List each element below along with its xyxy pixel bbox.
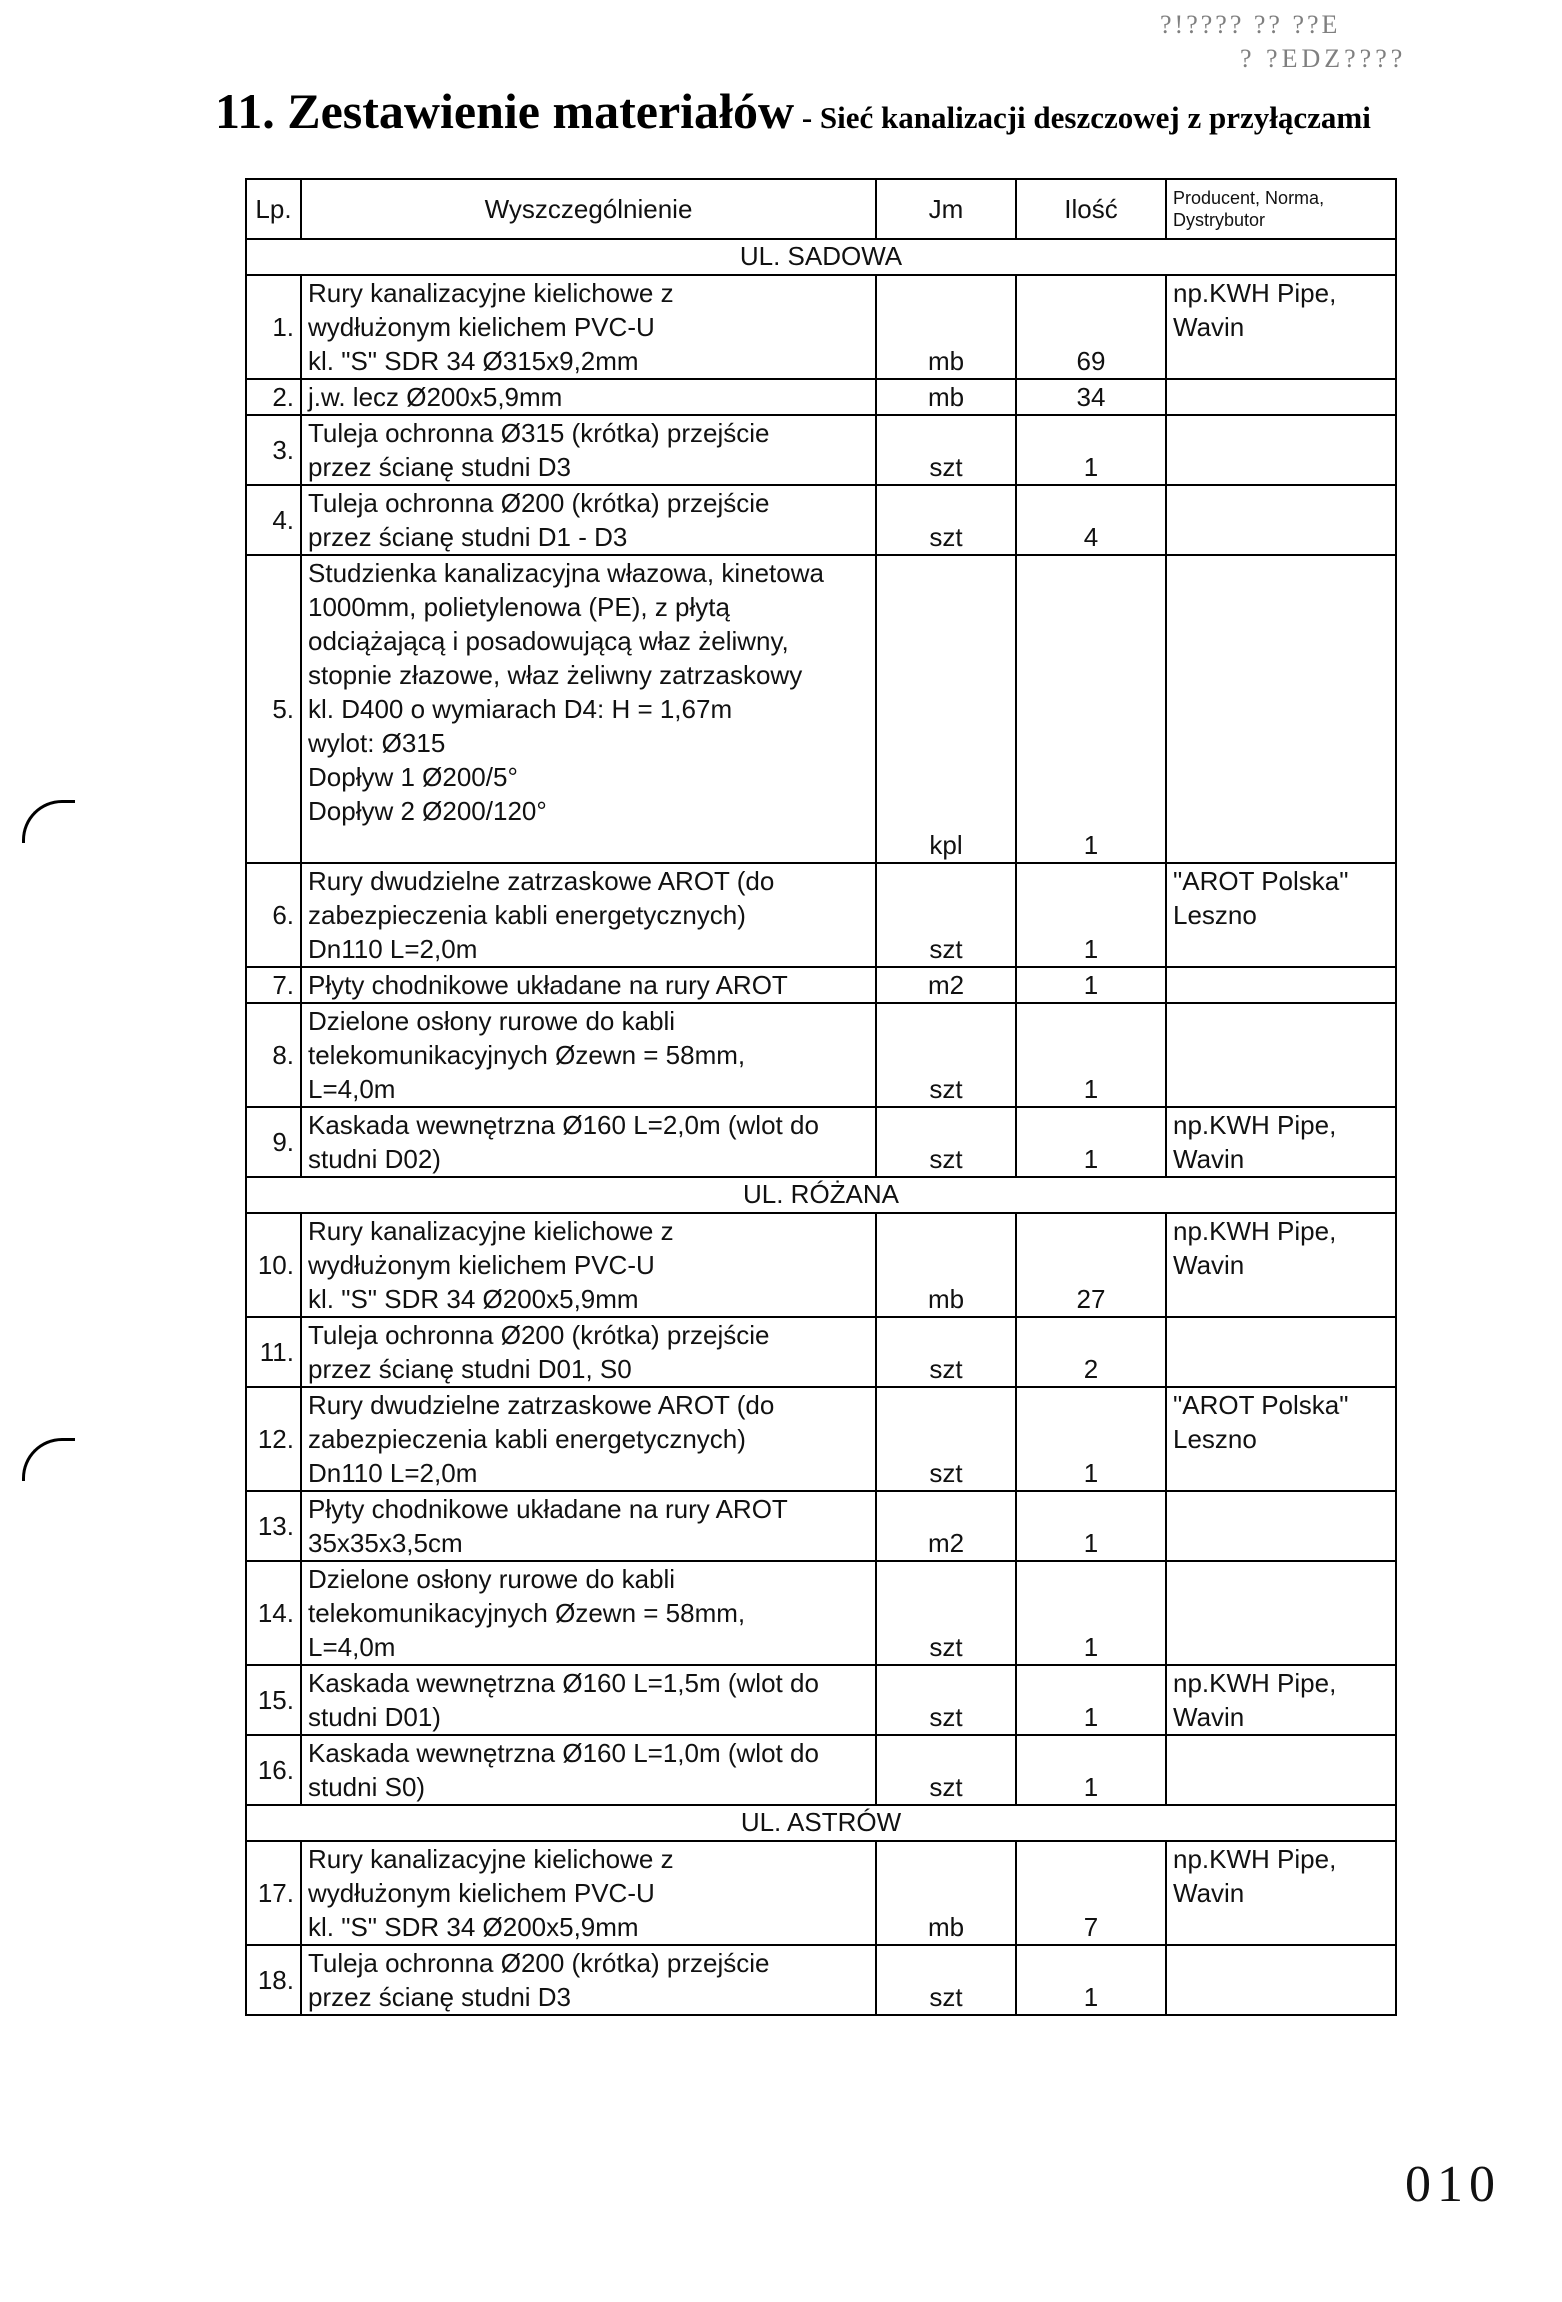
description-line: Dn110 L=2,0m xyxy=(308,934,478,964)
title-main: 11. Zestawienie materiałów xyxy=(215,83,795,139)
table-row xyxy=(246,379,1396,415)
producer-line: np.KWH Pipe, xyxy=(1173,1110,1337,1140)
section-header-row xyxy=(246,1805,1396,1841)
description-line: Dzielone osłony rurowe do kabli xyxy=(308,1006,676,1036)
row-number: 5. xyxy=(246,555,301,863)
producer-line: Leszno xyxy=(1173,1424,1257,1454)
row-number: 3. xyxy=(246,415,301,485)
section-header-row xyxy=(246,1177,1396,1213)
item-producer xyxy=(1166,275,1396,379)
producer-line: Wavin xyxy=(1173,1702,1245,1732)
description-line: Studzienka kanalizacyjna włazowa, kinetowa xyxy=(308,558,824,588)
row-number: 10. xyxy=(246,1213,301,1317)
section-name: UL. SADOWA xyxy=(246,239,1396,275)
item-description xyxy=(301,1665,876,1735)
item-description xyxy=(301,1107,876,1177)
row-number: 14. xyxy=(246,1561,301,1665)
item-producer xyxy=(1166,1317,1396,1387)
item-quantity: 1 xyxy=(1016,415,1166,485)
table-row xyxy=(246,1491,1396,1561)
item-quantity: 1 xyxy=(1016,1561,1166,1665)
item-producer xyxy=(1166,415,1396,485)
item-producer xyxy=(1166,1665,1396,1735)
row-number: 7. xyxy=(246,967,301,1003)
description-line: stopnie złazowe, właz żeliwny zatrzaskowy xyxy=(308,660,803,690)
description-line: Kaskada wewnętrzna Ø160 L=1,0m (wlot do xyxy=(308,1738,819,1768)
row-number: 17. xyxy=(246,1841,301,1945)
item-description xyxy=(301,415,876,485)
item-unit: mb xyxy=(876,1213,1016,1317)
item-unit: mb xyxy=(876,379,1016,415)
item-description xyxy=(301,1387,876,1491)
table-row xyxy=(246,1561,1396,1665)
item-producer xyxy=(1166,1561,1396,1665)
table-row xyxy=(246,1945,1396,2015)
description-line: przez ścianę studni D3 xyxy=(308,1982,572,2012)
row-number: 4. xyxy=(246,485,301,555)
description-line: zabezpieczenia kabli energetycznych) xyxy=(308,900,746,930)
item-producer xyxy=(1166,1491,1396,1561)
item-unit: szt xyxy=(876,485,1016,555)
description-line: Rury dwudzielne zatrzaskowe AROT (do xyxy=(308,866,775,896)
producer-line: Leszno xyxy=(1173,900,1257,930)
item-quantity: 27 xyxy=(1016,1213,1166,1317)
description-line: 1000mm, polietylenowa (PE), z płytą xyxy=(308,592,730,622)
producer-line: Wavin xyxy=(1173,1144,1245,1174)
description-line: kl. D400 o wymiarach D4: H = 1,67m xyxy=(308,694,733,724)
description-line: L=4,0m xyxy=(308,1632,396,1662)
description-line: studni S0) xyxy=(308,1772,426,1802)
section-header-row xyxy=(246,239,1396,275)
header-producer: Producent, Norma, Dystrybutor xyxy=(1166,179,1396,239)
description-line: odciążającą i posadowującą właz żeliwny, xyxy=(308,626,789,656)
producer-line: "AROT Polska" xyxy=(1173,866,1349,896)
description-line: kl. "S" SDR 34 Ø315x9,2mm xyxy=(308,346,639,376)
item-unit: mb xyxy=(876,275,1016,379)
table-row xyxy=(246,1841,1396,1945)
description-line: Kaskada wewnętrzna Ø160 L=2,0m (wlot do xyxy=(308,1110,819,1140)
description-line: telekomunikacyjnych Øzewn = 58mm, xyxy=(308,1598,746,1628)
item-unit: m2 xyxy=(876,967,1016,1003)
item-description xyxy=(301,1213,876,1317)
item-description xyxy=(301,967,876,1003)
item-unit: szt xyxy=(876,1003,1016,1107)
table-body xyxy=(246,239,1396,2015)
item-description xyxy=(301,1735,876,1805)
item-unit: szt xyxy=(876,1317,1016,1387)
stamp-line-1: ?!???? ?? ??E xyxy=(1160,10,1341,39)
table-row xyxy=(246,863,1396,967)
producer-line: np.KWH Pipe, xyxy=(1173,1844,1337,1874)
description-line: przez ścianę studni D1 - D3 xyxy=(308,522,628,552)
description-line: kl. "S" SDR 34 Ø200x5,9mm xyxy=(308,1912,639,1942)
item-quantity: 1 xyxy=(1016,1945,1166,2015)
item-unit: m2 xyxy=(876,1491,1016,1561)
description-line: Dopływ 1 Ø200/5° xyxy=(308,762,518,792)
item-description xyxy=(301,275,876,379)
item-quantity: 1 xyxy=(1016,555,1166,863)
description-line: Rury kanalizacyjne kielichowe z xyxy=(308,278,674,308)
page-title xyxy=(215,82,1371,140)
producer-line: "AROT Polska" xyxy=(1173,1390,1349,1420)
row-number: 2. xyxy=(246,379,301,415)
description-line: Tuleja ochronna Ø200 (krótka) przejście xyxy=(308,1948,770,1978)
item-description xyxy=(301,379,876,415)
item-unit: szt xyxy=(876,1387,1016,1491)
item-quantity: 1 xyxy=(1016,967,1166,1003)
description-line: telekomunikacyjnych Øzewn = 58mm, xyxy=(308,1040,746,1070)
item-description xyxy=(301,485,876,555)
table-row xyxy=(246,555,1396,863)
row-number: 1. xyxy=(246,275,301,379)
item-description xyxy=(301,1491,876,1561)
item-producer xyxy=(1166,1841,1396,1945)
item-quantity: 1 xyxy=(1016,1735,1166,1805)
table-row xyxy=(246,1213,1396,1317)
description-line: j.w. lecz Ø200x5,9mm xyxy=(308,382,563,412)
description-line: 35x35x3,5cm xyxy=(308,1528,463,1558)
description-line xyxy=(308,828,869,862)
description-line: Dopływ 2 Ø200/120° xyxy=(308,796,547,826)
item-description xyxy=(301,863,876,967)
producer-line: np.KWH Pipe, xyxy=(1173,1216,1337,1246)
header-unit: Jm xyxy=(876,179,1016,239)
item-unit: szt xyxy=(876,1735,1016,1805)
item-description xyxy=(301,1003,876,1107)
table-row xyxy=(246,1107,1396,1177)
description-line: Kaskada wewnętrzna Ø160 L=1,5m (wlot do xyxy=(308,1668,819,1698)
description-line: studni D02) xyxy=(308,1144,441,1174)
item-quantity: 1 xyxy=(1016,1387,1166,1491)
item-quantity: 1 xyxy=(1016,1665,1166,1735)
description-line: przez ścianę studni D3 xyxy=(308,452,572,482)
item-description xyxy=(301,1317,876,1387)
description-line: Rury kanalizacyjne kielichowe z xyxy=(308,1216,674,1246)
description-line: wydłużonym kielichem PVC-U xyxy=(308,312,655,342)
item-unit: kpl xyxy=(876,555,1016,863)
row-number: 9. xyxy=(246,1107,301,1177)
item-unit: mb xyxy=(876,1841,1016,1945)
row-number: 8. xyxy=(246,1003,301,1107)
table-row xyxy=(246,1665,1396,1735)
item-producer xyxy=(1166,1945,1396,2015)
description-line: Dzielone osłony rurowe do kabli xyxy=(308,1564,676,1594)
row-number: 18. xyxy=(246,1945,301,2015)
margin-mark xyxy=(22,1438,75,1481)
item-producer xyxy=(1166,1735,1396,1805)
table-header-row xyxy=(246,179,1396,239)
header-quantity: Ilość xyxy=(1016,179,1166,239)
item-producer xyxy=(1166,485,1396,555)
item-producer xyxy=(1166,1003,1396,1107)
header-description: Wyszczególnienie xyxy=(301,179,876,239)
row-number: 15. xyxy=(246,1665,301,1735)
producer-line: Wavin xyxy=(1173,1250,1245,1280)
materials-table xyxy=(245,178,1397,2016)
description-line: kl. "S" SDR 34 Ø200x5,9mm xyxy=(308,1284,639,1314)
item-quantity: 34 xyxy=(1016,379,1166,415)
item-producer xyxy=(1166,1213,1396,1317)
item-producer xyxy=(1166,967,1396,1003)
item-quantity: 69 xyxy=(1016,275,1166,379)
item-description xyxy=(301,1561,876,1665)
description-line: przez ścianę studni D01, S0 xyxy=(308,1354,632,1384)
table-row xyxy=(246,1387,1396,1491)
item-unit: szt xyxy=(876,1561,1016,1665)
section-name: UL. RÓŻANA xyxy=(246,1177,1396,1213)
table-row xyxy=(246,967,1396,1003)
row-number: 11. xyxy=(246,1317,301,1387)
page-number: 010 xyxy=(1405,2156,1501,2213)
description-line: wylot: Ø315 xyxy=(308,728,446,758)
item-producer xyxy=(1166,863,1396,967)
item-unit: szt xyxy=(876,1665,1016,1735)
item-producer xyxy=(1166,1107,1396,1177)
description-line: wydłużonym kielichem PVC-U xyxy=(308,1878,655,1908)
description-line: zabezpieczenia kabli energetycznych) xyxy=(308,1424,746,1454)
table-row xyxy=(246,415,1396,485)
description-line: Płyty chodnikowe układane na rury AROT xyxy=(308,1494,788,1524)
table-row xyxy=(246,275,1396,379)
table-row xyxy=(246,1735,1396,1805)
description-line: L=4,0m xyxy=(308,1074,396,1104)
producer-line: Wavin xyxy=(1173,312,1245,342)
description-line: Tuleja ochronna Ø200 (krótka) przejście xyxy=(308,488,770,518)
description-line: Rury dwudzielne zatrzaskowe AROT (do xyxy=(308,1390,775,1420)
table-row xyxy=(246,485,1396,555)
item-unit: szt xyxy=(876,1945,1016,2015)
description-line: Tuleja ochronna Ø315 (krótka) przejście xyxy=(308,418,770,448)
item-description xyxy=(301,1945,876,2015)
item-quantity: 2 xyxy=(1016,1317,1166,1387)
item-quantity: 7 xyxy=(1016,1841,1166,1945)
item-unit: szt xyxy=(876,415,1016,485)
row-number: 6. xyxy=(246,863,301,967)
item-unit: szt xyxy=(876,863,1016,967)
description-line: Dn110 L=2,0m xyxy=(308,1458,478,1488)
item-quantity: 1 xyxy=(1016,1003,1166,1107)
stamp-line-2: ? ?EDZ???? xyxy=(1240,44,1407,73)
item-quantity: 4 xyxy=(1016,485,1166,555)
producer-line: np.KWH Pipe, xyxy=(1173,278,1337,308)
table-row xyxy=(246,1003,1396,1107)
item-quantity: 1 xyxy=(1016,863,1166,967)
producer-line: Wavin xyxy=(1173,1878,1245,1908)
item-producer xyxy=(1166,379,1396,415)
item-unit: szt xyxy=(876,1107,1016,1177)
row-number: 12. xyxy=(246,1387,301,1491)
margin-mark xyxy=(22,800,75,843)
description-line: Tuleja ochronna Ø200 (krótka) przejście xyxy=(308,1320,770,1350)
description-line: wydłużonym kielichem PVC-U xyxy=(308,1250,655,1280)
description-line: Płyty chodnikowe układane na rury AROT xyxy=(308,970,788,1000)
producer-line: np.KWH Pipe, xyxy=(1173,1668,1337,1698)
description-line: Rury kanalizacyjne kielichowe z xyxy=(308,1844,674,1874)
item-quantity: 1 xyxy=(1016,1491,1166,1561)
item-producer xyxy=(1166,555,1396,863)
title-subtitle: - Sieć kanalizacji deszczowej z przyłączami xyxy=(794,100,1371,135)
row-number: 13. xyxy=(246,1491,301,1561)
item-description xyxy=(301,1841,876,1945)
row-number: 16. xyxy=(246,1735,301,1805)
description-line: studni D01) xyxy=(308,1702,441,1732)
item-description xyxy=(301,555,876,863)
table-row xyxy=(246,1317,1396,1387)
item-producer xyxy=(1166,1387,1396,1491)
section-name: UL. ASTRÓW xyxy=(246,1805,1396,1841)
header-lp: Lp. xyxy=(246,179,301,239)
item-quantity: 1 xyxy=(1016,1107,1166,1177)
